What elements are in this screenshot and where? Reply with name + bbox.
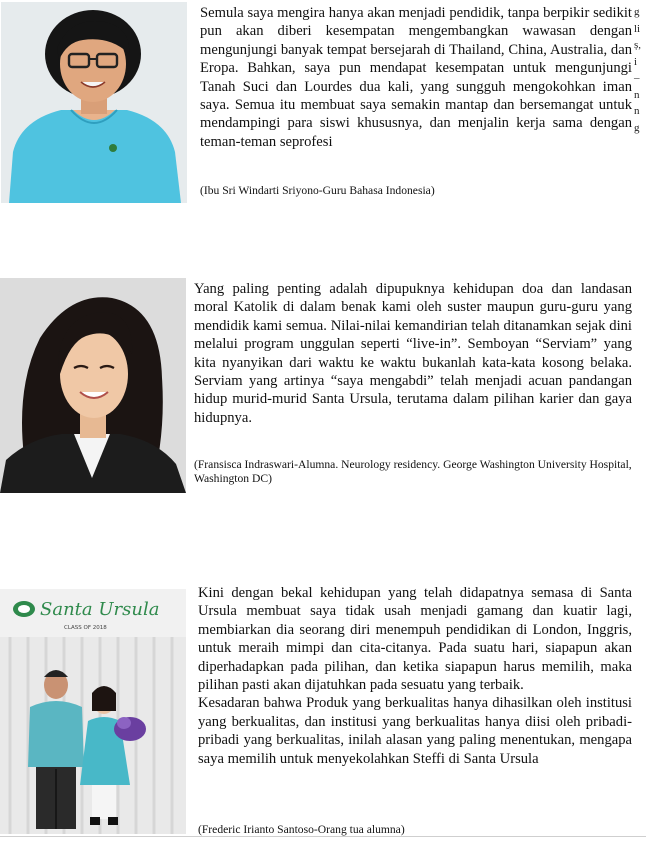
testimonial-quote: Kini dengan bekal kehidupan yang telah didapatnya semasa di Santa Ursula membuat saya tidak usah menjadi gamang dan kuatir lagi, membiarkan dia seorang diri menempuh pendidikan di London, Inggris, untuk meraih mimpi dan cita-citanya. Pada suatu hari, siapapun akan diperhadapkan pada pilihan, dan ketika siapapun harus memilih, maka pilihan pasti akan dijatuhkan pada sesuatu yang terbaik. [198, 585, 632, 694]
margin-char: li [634, 22, 641, 35]
testimonial-attribution: (Ibu Sri Windarti Sriyono-Guru Bahasa Indonesia) [200, 184, 435, 197]
testimonial-quote-continued: Kesadaran bahwa Produk yang berkualitas hanya dihasilkan oleh institusi yang berkualitas, dan institusi yang berkualitas hanya diisi oleh pribadi-pribadi yang berkualitas, inilah alasan yang paling menentukan, mengapa saya memilih untuk menyekolahkan Steffi di Santa Ursula [198, 695, 632, 767]
alumna-photo [0, 278, 186, 493]
margin-char: n [634, 88, 640, 101]
margin-char: n [634, 105, 640, 117]
page-bottom-rule [0, 836, 646, 837]
margin-char: g [634, 6, 640, 18]
margin-char: – [634, 72, 640, 84]
testimonial-quote-block [198, 584, 632, 768]
testimonial-attribution: (Fransisca Indraswari-Alumna. Neurology residency. George Washington University Hospital, Washington DC) [194, 458, 632, 485]
teacher-photo [1, 2, 187, 203]
cropped-column-margin [634, 4, 646, 136]
testimonial-attribution: (Frederic Irianto Santoso-Orang tua alumna) [198, 823, 405, 836]
testimonial-quote: Semula saya mengira hanya akan menjadi pendidik, tanpa berpikir sedikit pun akan diberi kesempatan mengembangkan wawasan dengan mengunjungi banyak tempat bersejarah di Thailand, China, Australia, dan Eropa. Bahkan, saya pun mendapat kesempatan untuk mengunjungi Tanah Suci dan Lourdes dua kali, yang sungguh mengokohkan iman saya. Semua itu membuat saya semakin mantap dan bersemangat untuk mendampingi para siswi khususnya, dan menjalin kerja sama dengan teman-teman seprofesi [200, 5, 632, 150]
margin-char: g [634, 121, 640, 134]
testimonial-quote: Yang paling penting adalah dipupuknya kehidupan doa dan landasan moral Katolik di dalam benak kami oleh suster maupun guru-guru yang mendidik kami semua. Nilai-nilai kemandirian telah ditanamkan sejak dini melalui program unggulan seperti “live-in”. Semboyan “Serviam” yang kita nyanyikan dari waktu ke waktu bukanlah kata-kata kosong belaka. Serviam yang artinya “saya mengabdi” telah menjadi acuan pandangan hidup murid-murid Santa Ursula, terutama dalam pilihan karier dan gaya hidupnya. [194, 281, 632, 426]
margin-char: ș, [634, 39, 642, 51]
banner-class-text: CLASS OF 2018 [64, 625, 107, 631]
parent-and-alumna-photo [0, 589, 186, 834]
banner-logo-text: Santa Ursula [40, 599, 160, 620]
margin-char: i [634, 55, 638, 68]
